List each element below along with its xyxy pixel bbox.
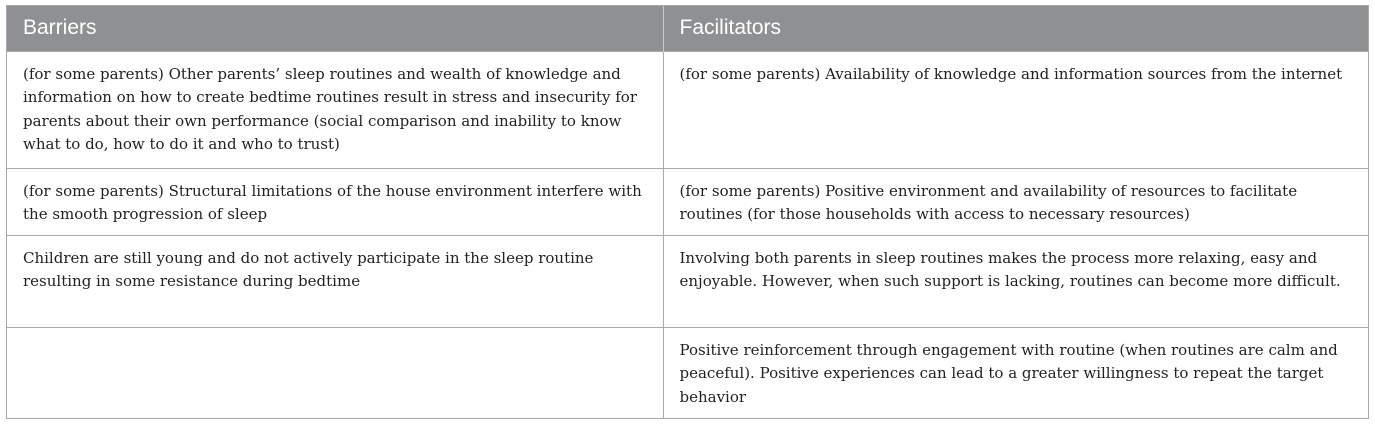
table-header [7,6,1369,51]
facilitator-cell: (for some parents) Positive environment and availability of resources to facilitate routines (for those households with access to necessary resources) [663,168,1369,235]
barrier-cell: (for some parents) Structural limitations of the house environment interfere with the smooth progression of sleep [7,168,663,235]
data-table [7,6,1369,419]
barrier-cell: Children are still young and do not actively participate in the sleep routine resulting in some resistance during bedtime [7,235,663,327]
barrier-cell: (for some parents) Other parents’ sleep routines and wealth of knowledge and information on how to create bedtime routines result in stress and insecurity for parents about their own performance (social comparison and inability to know what to do, how to do it and who to trust) [7,51,663,168]
header-row [7,6,1369,51]
barriers-facilitators-table [6,5,1369,419]
table-row [7,51,1369,168]
table-body [7,51,1369,419]
facilitator-cell: Positive reinforcement through engagement with routine (when routines are calm and peaceful). Positive experiences can lead to a greater willingness to repeat the target behavior [663,327,1369,419]
header-barriers: Barriers [7,6,663,51]
header-facilitators: Facilitators [663,6,1369,51]
table-row [7,327,1369,419]
table-row [7,235,1369,327]
table-row [7,168,1369,235]
facilitator-cell: Involving both parents in sleep routines makes the process more relaxing, easy and enjoyable. However, when such support is lacking, routines can become more difficult. [663,235,1369,327]
barrier-cell [7,327,663,419]
facilitator-cell: (for some parents) Availability of knowledge and information sources from the internet [663,51,1369,168]
